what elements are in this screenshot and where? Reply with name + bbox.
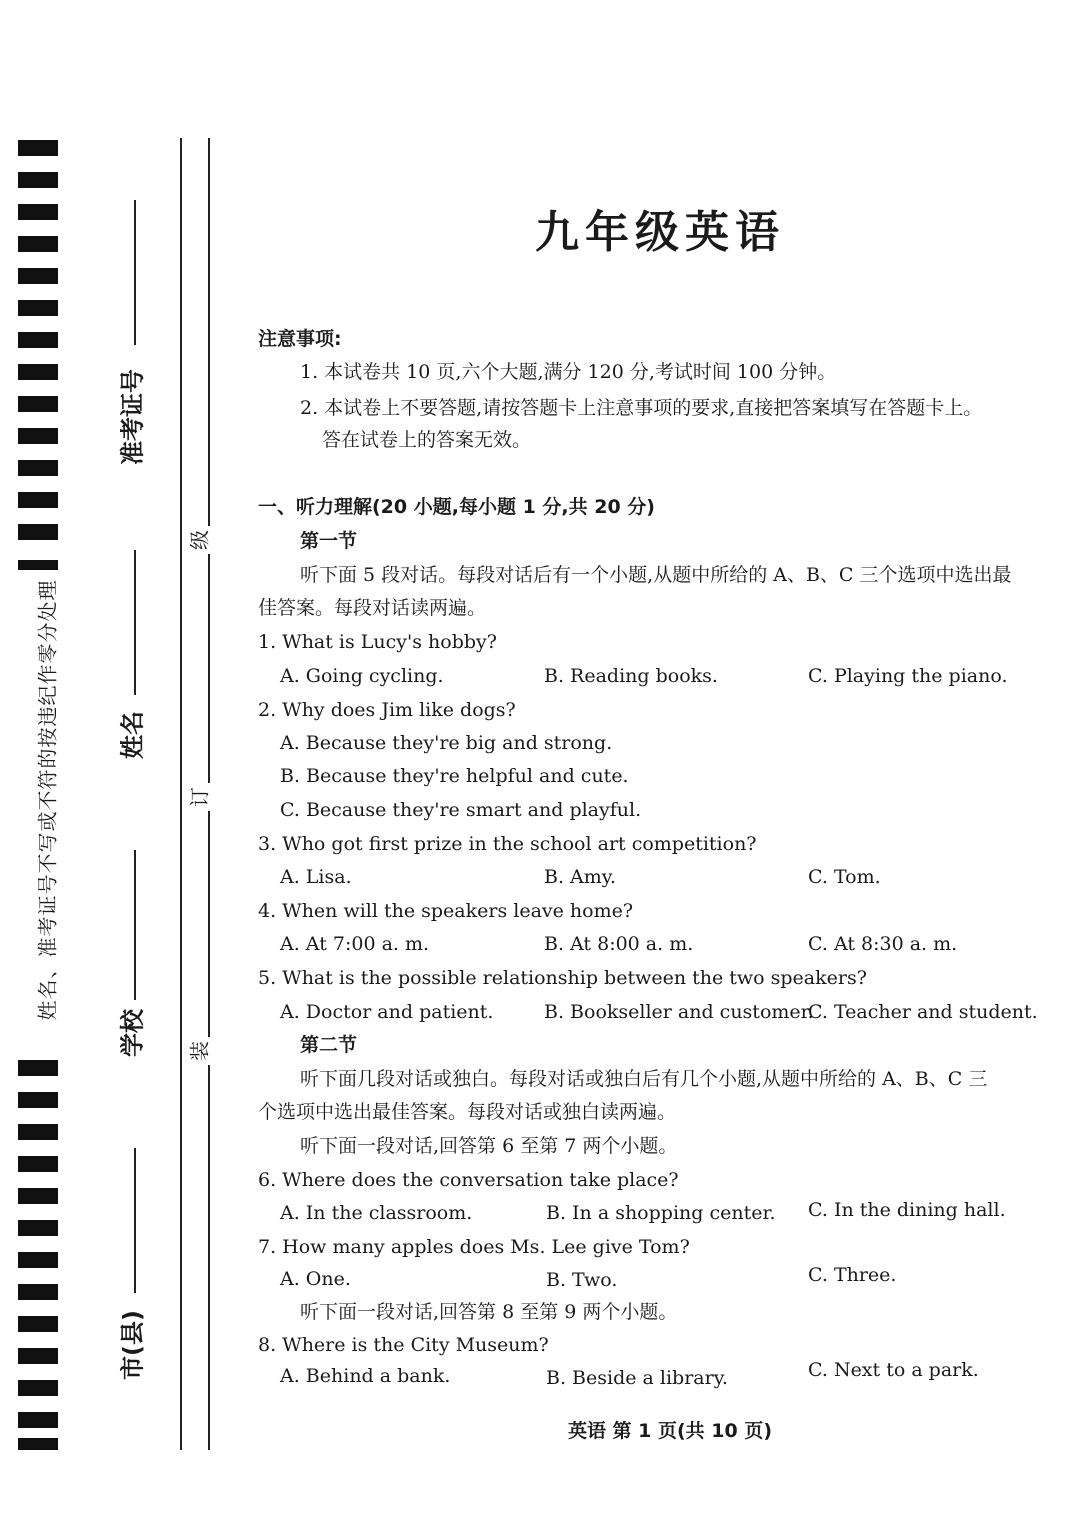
q8-option-c: C. Next to a park. [808, 1359, 979, 1381]
school-line [134, 850, 136, 1000]
q5-option-a: A. Doctor and patient. [280, 1001, 494, 1023]
seal-char-class: 级 [183, 525, 213, 555]
seal-char-seal: 装 [183, 1036, 213, 1066]
q7-option-c: C. Three. [808, 1264, 897, 1286]
q7-option-b: B. Two. [546, 1269, 618, 1291]
seal-char-bind: 订 [183, 782, 213, 812]
q2-option-b: B. Because they're helpful and cute. [280, 765, 629, 787]
question-8: 8. Where is the City Museum? [258, 1334, 549, 1356]
q3-option-a: A. Lisa. [280, 866, 352, 888]
q1-option-c: C. Playing the piano. [808, 665, 1008, 687]
group-instruction-1: 听下面一段对话,回答第 6 至第 7 两个小题。 [300, 1135, 678, 1157]
notes-item-3: 答在试卷上的答案无效。 [322, 429, 532, 451]
q6-option-c: C. In the dining hall. [808, 1199, 1006, 1221]
q4-option-c: C. At 8:30 a. m. [808, 933, 958, 955]
city-label: 市(县) [118, 1310, 147, 1380]
q8-option-b: B. Beside a library. [546, 1367, 728, 1389]
q6-option-b: B. In a shopping center. [546, 1202, 776, 1224]
q7-option-a: A. One. [280, 1268, 351, 1290]
binding-line-inner [180, 138, 182, 1450]
q3-option-c: C. Tom. [808, 866, 881, 888]
name-label: 姓名 [118, 711, 147, 759]
part2-instruction-1: 听下面几段对话或独白。每段对话或独白后有几个小题,从题中所给的 A、B、C 三 [300, 1068, 988, 1090]
part2-instruction-2: 个选项中选出最佳答案。每段对话或独白读两遍。 [258, 1101, 677, 1123]
q2-option-a: A. Because they're big and strong. [280, 732, 613, 754]
q1-option-a: A. Going cycling. [280, 665, 444, 687]
city-line [134, 1148, 136, 1293]
name-line [134, 550, 136, 695]
page-title: 九年级英语 [535, 207, 785, 258]
exam-number-label: 准考证号 [118, 369, 147, 465]
part1-heading: 第一节 [300, 530, 358, 552]
question-1: 1. What is Lucy's hobby? [258, 631, 497, 653]
notes-heading: 注意事项: [258, 328, 342, 350]
question-6: 6. Where does the conversation take place? [258, 1169, 679, 1191]
notes-item-2: 2. 本试卷上不要答题,请按答题卡上注意事项的要求,直接把答案填写在答题卡上。 [300, 397, 983, 419]
part1-instruction-1: 听下面 5 段对话。每段对话后有一个小题,从题中所给的 A、B、C 三个选项中选出最 [300, 564, 1012, 586]
q4-option-b: B. At 8:00 a. m. [544, 933, 694, 955]
q3-option-b: B. Amy. [544, 866, 617, 888]
part1-instruction-2: 佳答案。每段对话读两遍。 [258, 597, 487, 619]
question-5: 5. What is the possible relationship between the two speakers? [258, 967, 867, 989]
section-heading: 一、听力理解(20 小题,每小题 1 分,共 20 分) [258, 496, 655, 518]
group-instruction-2: 听下面一段对话,回答第 8 至第 9 两个小题。 [300, 1301, 678, 1323]
q5-option-c: C. Teacher and student. [808, 1001, 1038, 1023]
q6-option-a: A. In the classroom. [280, 1202, 473, 1224]
question-3: 3. Who got first prize in the school art competition? [258, 833, 757, 855]
q4-option-a: A. At 7:00 a. m. [280, 933, 430, 955]
part2-heading: 第二节 [300, 1034, 358, 1056]
school-label: 学校 [118, 1009, 147, 1057]
notes-item-1: 1. 本试卷共 10 页,六个大题,满分 120 分,考试时间 100 分钟。 [300, 361, 837, 383]
q5-option-b: B. Bookseller and customer. [544, 1001, 814, 1023]
page-footer: 英语 第 1 页(共 10 页) [567, 1420, 773, 1442]
question-2: 2. Why does Jim like dogs? [258, 699, 516, 721]
question-4: 4. When will the speakers leave home? [258, 900, 634, 922]
q1-option-b: B. Reading books. [544, 665, 718, 687]
q8-option-a: A. Behind a bank. [280, 1365, 451, 1387]
q2-option-c: C. Because they're smart and playful. [280, 799, 642, 821]
question-7: 7. How many apples does Ms. Lee give Tom? [258, 1236, 690, 1258]
exam-number-line [134, 200, 136, 345]
binding-notice: 姓名、准考证号不写或不符的按违纪作零分处理 [35, 579, 60, 1021]
